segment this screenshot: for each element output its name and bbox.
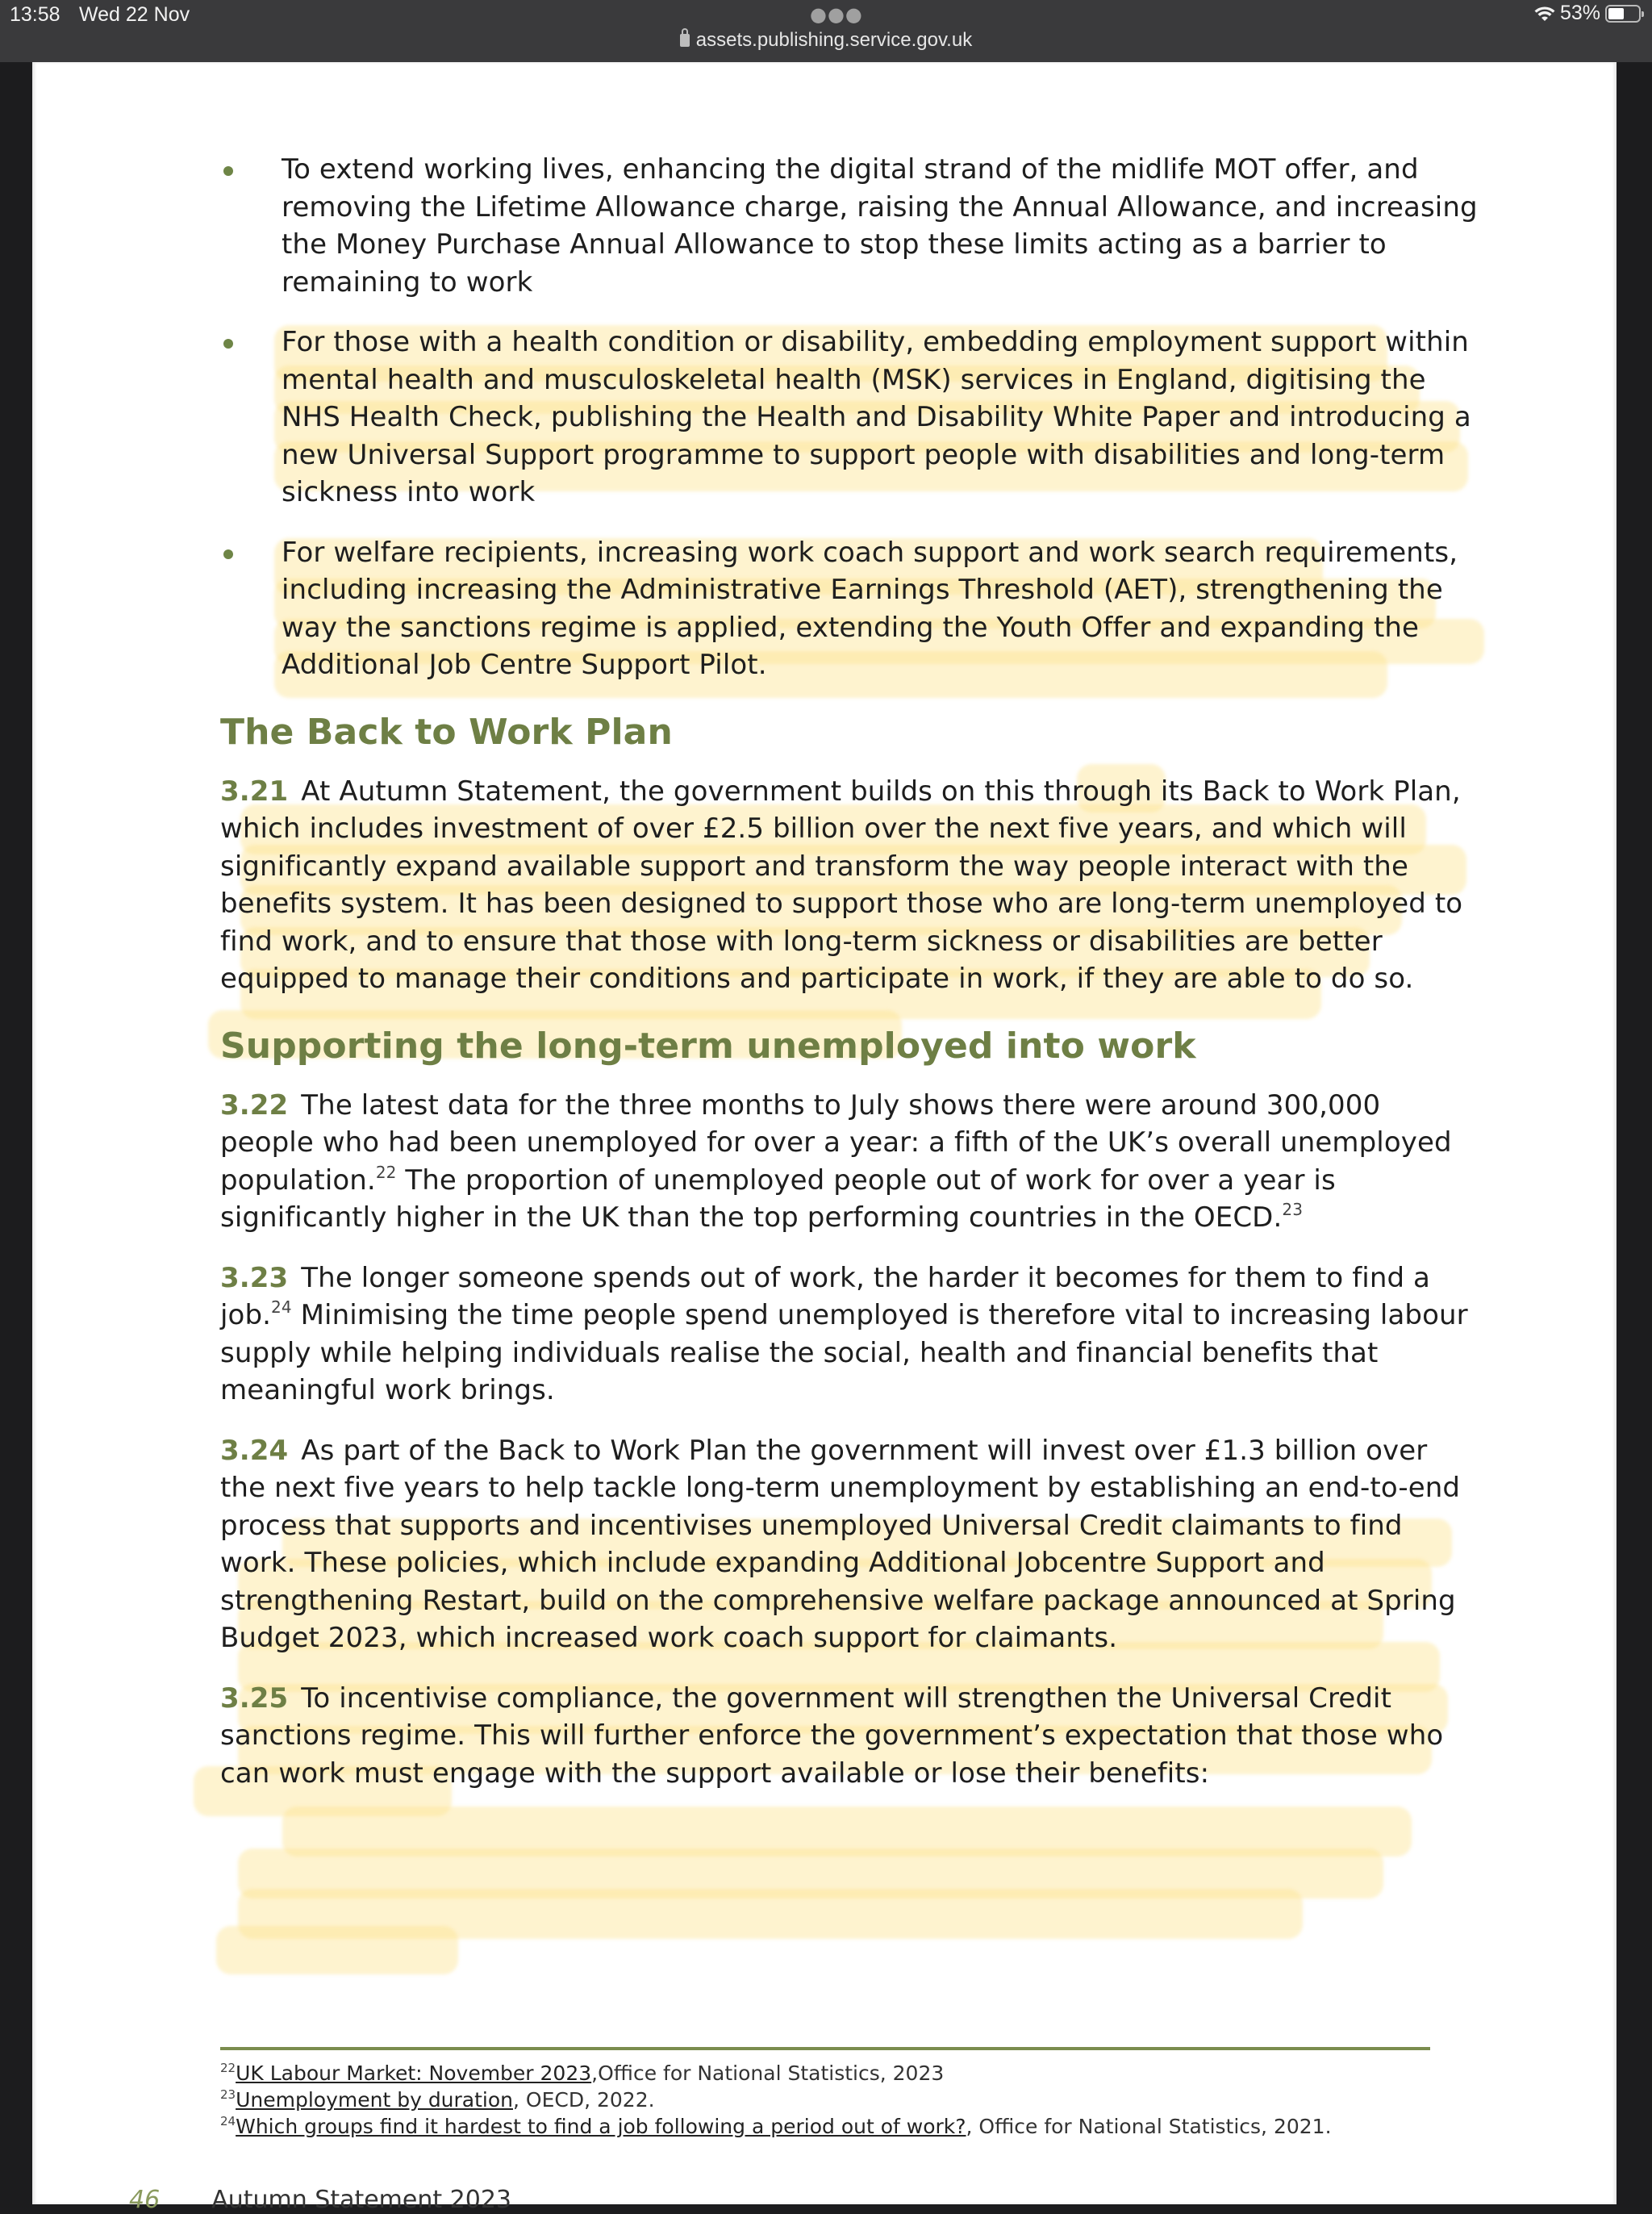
battery-percent: 53% <box>1559 2 1600 24</box>
footnote-link[interactable]: Unemployment by duration <box>236 2088 514 2112</box>
footnote-item: $^{24}$Which groups find it hardest to find a job following a period out of work?, Office for National Statistics, 2021. <box>220 2114 1332 2138</box>
policy-bullet-list <box>220 151 1479 684</box>
paragraph-3-22: 3.22 The latest data for the three months to July shows there were around 300,000 people who had been unemployed for over a year: a fifth of the UK’s overall unemployed population.$^{22}$ The proportion of unemployed people out of work for over a year is significantly higher in the UK than the top performing countries in the OECD.$^{23}$ <box>220 1088 1452 1234</box>
address-bar[interactable] <box>0 29 1652 52</box>
paragraph-3-23: 3.23 The longer someone spends out of work, the harder it becomes for them to find a job.$^{24}$ Minimising the time people spend unemployed is therefore vital to increasing labour supply while helping individuals realise the social, health and financial benefits that meaningful work brings. <box>220 1261 1468 1406</box>
footnote-item: $^{22}$UK Labour Market: November 2023,Office for National Statistics, 2023 <box>220 2061 945 2085</box>
document-body <box>220 151 1479 1815</box>
page-footer <box>129 2186 511 2214</box>
paragraph-number: 3.23 <box>220 1261 289 1294</box>
paragraph-number: 3.21 <box>220 775 289 808</box>
bullet-item: To extend working lives, enhancing the digital strand of the midlife MOT offer, and removing the Lifetime Allowance charge, raising the Annual Allowance, and increasing the Money Purchase Annual Allowance to stop these limits acting as a barrier to remaining to work <box>220 151 1479 301</box>
bullet-icon <box>223 166 233 176</box>
paragraph-number: 3.22 <box>220 1088 289 1122</box>
footnote-ref[interactable]: 23 <box>1282 1200 1304 1219</box>
footnote-link[interactable]: UK Labour Market: November 2023 <box>236 2062 592 2085</box>
status-time: 13:58 <box>10 3 60 26</box>
bullet-item: For those with a health condition or disability, embedding employment support within mental health and musculoskeletal health (MSK) services in England, digitising the NHS Health Check, publishing the Health and Disability White Paper and introducing a new Universal Support programme to support people with disabilities and long-term sickness into work <box>220 324 1479 512</box>
paragraph-3-25: 3.25 To incentivise compliance, the government will strengthen the Universal Credit sanctions regime. This will further enforce the government’s expectation that those who can work must engage with the support available or lose their benefits: <box>220 1681 1444 1790</box>
paragraph-number: 3.25 <box>220 1681 289 1715</box>
paragraph-3-21: 3.21 At Autumn Statement, the government builds on this through its Back to Work Plan, which includes investment of over £2.5 billion over the next five years, and which will significantly expand available support and transform the way people interact with the benefits system. It has been designed to support those who are long-term unemployed to find work, and to ensure that those with long-term sickness or disabilities are better equipped to manage their conditions and participate in work, if they are able to do so. <box>220 775 1463 995</box>
bullet-icon <box>223 549 233 559</box>
bullet-icon <box>223 339 233 349</box>
bullet-item: For welfare recipients, increasing work coach support and work search requirements, including increasing the Administrative Earnings Threshold (AET), strengthening the way the sanctions regime is applied, extending the Youth Offer and expanding the Additional Job Centre Support Pilot. <box>220 534 1479 684</box>
document-page <box>32 62 1617 2214</box>
section-heading: The Back to Work Plan <box>220 711 673 753</box>
footnote-link[interactable]: Which groups find it hardest to find a job following a period out of work? <box>236 2115 966 2138</box>
wifi-icon <box>1534 5 1555 23</box>
status-indicators <box>1534 2 1641 25</box>
status-date: Wed 22 Nov <box>79 3 190 26</box>
battery-icon <box>1605 5 1641 23</box>
browser-top-bar <box>0 0 1652 62</box>
footnote-divider <box>220 2047 1430 2050</box>
paragraph-3-24: 3.24 As part of the Back to Work Plan the government will invest over £1.3 billion over the next five years to help tackle long-term unemployment by establishing an end-to-end process that supports and incentivises unemployed Universal Credit claimants to find work. These policies, which include expanding Additional Jobcentre Support and strengthening Restart, build on the comprehensive welfare package announced at Spring Budget 2023, which increased work coach support for claimants. <box>220 1434 1461 1654</box>
section-heading: Supporting the long-term unemployed into work <box>220 1025 1196 1067</box>
footnote-item: $^{23}$Unemployment by duration, OECD, 2022. <box>220 2087 655 2112</box>
page-number: 46 <box>129 2186 161 2214</box>
footnote-ref[interactable]: 24 <box>271 1297 292 1317</box>
lock-icon <box>680 34 690 47</box>
url-text: assets.publishing.service.gov.uk <box>695 29 973 51</box>
footnote-ref[interactable]: 22 <box>375 1162 397 1182</box>
multitasking-dots-icon[interactable]: ●●● <box>810 3 863 26</box>
paragraph-number: 3.24 <box>220 1434 289 1467</box>
document-title: Autumn Statement 2023 <box>211 2186 512 2214</box>
footnotes <box>220 2060 1479 2140</box>
